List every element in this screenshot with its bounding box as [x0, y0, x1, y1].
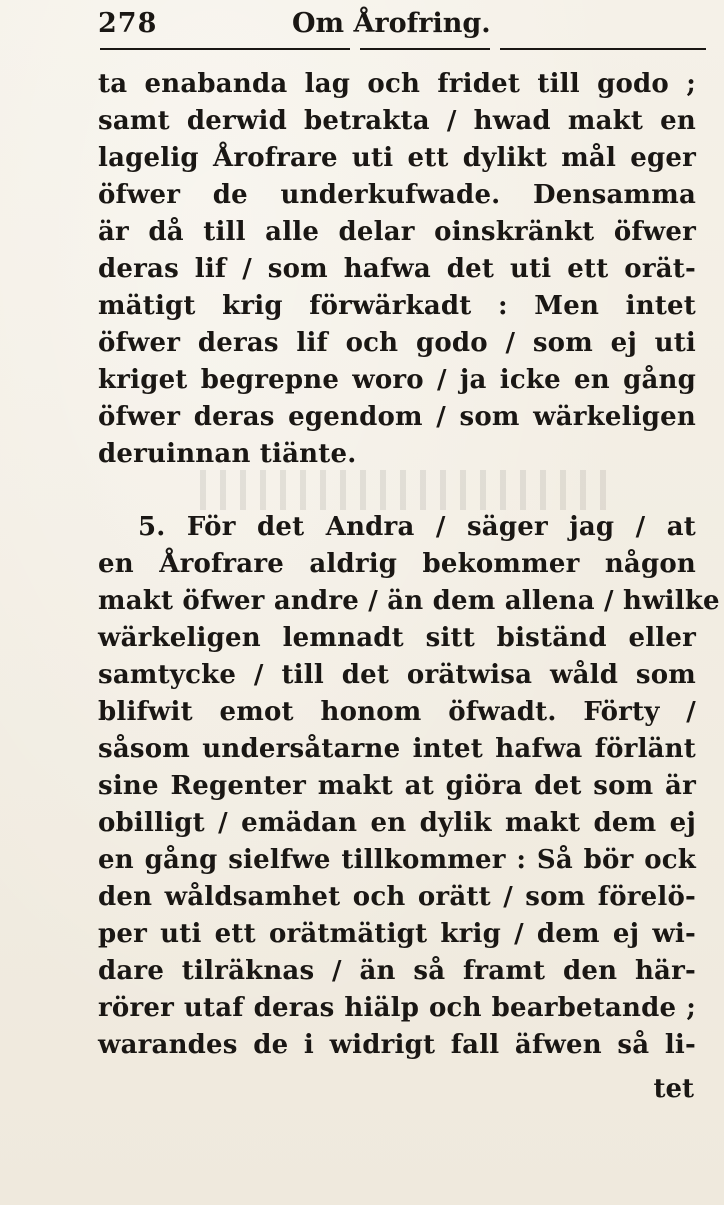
body-text	[98, 66, 720, 1064]
page-header	[92, 4, 692, 44]
text-line: deras lif / som hafwa det uti ett orät-	[98, 254, 696, 284]
text-line: wärkeligen lemnadt sitt biständ eller	[98, 623, 696, 653]
text-line: kriget begrepne woro / ja icke en gång	[98, 365, 696, 395]
text-line: såsom undersåtarne intet hafwa förlänt	[98, 734, 696, 764]
text-line: öfwer deras egendom / som wärkeligen	[98, 402, 696, 432]
paragraph-2	[98, 509, 720, 1064]
text-line: är då till alle delar oinskränkt öfwer	[98, 217, 696, 247]
paragraph-gap	[98, 473, 696, 509]
header-rule-middle	[360, 48, 490, 50]
text-line: blifwit emot honom öfwadt. Förty /	[98, 697, 696, 727]
paragraph-1	[98, 66, 696, 473]
text-line: den wåldsamhet och orätt / som förelö-	[98, 882, 696, 912]
text-line: per uti ett orätmätigt krig / dem ej wi-	[98, 919, 696, 949]
text-line: sine Regenter makt at giöra det som är	[98, 771, 696, 801]
text-line: 5. För det Andra / säger jag / at	[138, 512, 696, 542]
header-rule-left	[100, 48, 350, 50]
text-line: makt öfwer andre / än dem allena / hwilke	[98, 586, 720, 616]
text-line: en gång sielfwe tillkommer : Så bör ock	[98, 845, 696, 875]
text-line: lagelig Årofrare uti ett dylikt mål eger	[98, 143, 696, 173]
text-line: rörer utaf deras hiälp och bearbetande ;	[98, 993, 696, 1023]
running-head: Om Årofring.	[292, 8, 491, 39]
text-line: warandes de i widrigt fall äfwen så li-	[98, 1030, 696, 1060]
text-line: mätigt krig förwärkadt : Men intet	[98, 291, 696, 321]
text-line: öfwer de underkufwade. Densamma	[98, 180, 696, 210]
text-line: deruinnan tiänte.	[98, 439, 357, 469]
page-number: 278	[98, 8, 158, 39]
text-line: obilligt / emädan en dylik makt dem ej	[98, 808, 696, 838]
header-rule-right	[500, 48, 706, 50]
text-line: samt derwid betrakta / hwad makt en	[98, 106, 696, 136]
text-line: öfwer deras lif och godo / som ej uti	[98, 328, 696, 358]
text-line: en Årofrare aldrig bekommer någon	[98, 549, 696, 579]
text-line: ta enabanda lag och fridet till godo ;	[98, 69, 696, 99]
catchword: tet	[653, 1074, 694, 1104]
text-line: samtycke / till det orätwisa wåld som	[98, 660, 696, 690]
text-line: dare tilräknas / än så framt den här-	[98, 956, 696, 986]
